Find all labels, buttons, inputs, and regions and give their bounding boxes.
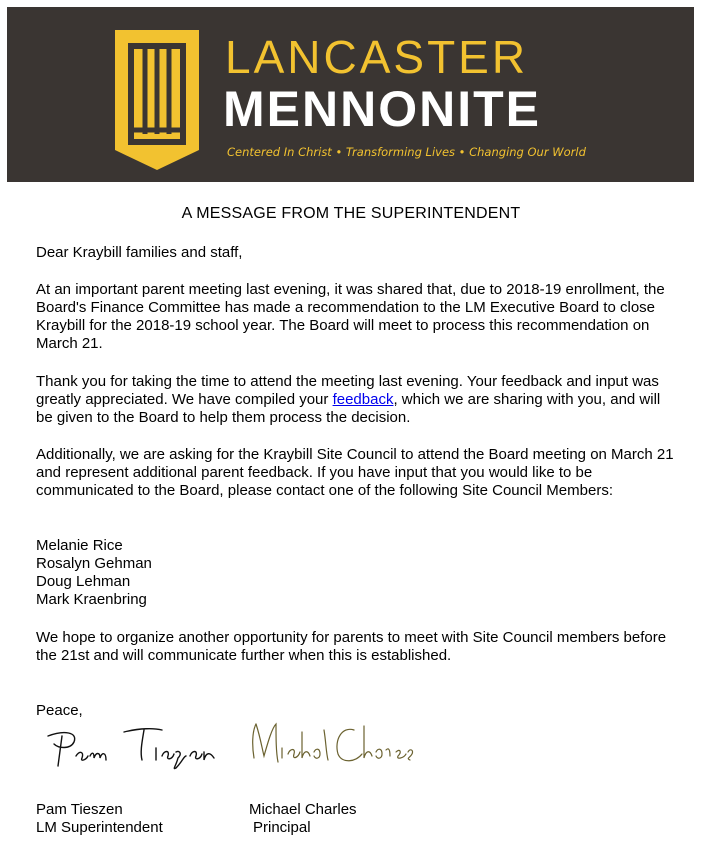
council-member: Mark Kraenbring [36, 591, 147, 608]
message-heading: A MESSAGE FROM THE SUPERINTENDENT [181, 205, 521, 222]
greeting: Dear Kraybill families and staff, [36, 244, 243, 261]
signer-name-principal: Michael Charles [249, 801, 357, 818]
council-member: Rosalyn Gehman [36, 555, 152, 572]
council-member-list [36, 537, 676, 609]
brand-name-line1: LANCASTER [225, 31, 529, 83]
paragraph-announcement: At an important parent meeting last evening, it was shared that, due to 2018-19 enrollment, the Board's Finance Committee has made a recommendation to the LM Executive Board to close Kraybill for the 2018-19 school year. The Board will meet to process this recommendation on March 21. [36, 281, 665, 352]
header-banner [7, 7, 694, 182]
brand-name-line2: MENNONITE [223, 81, 541, 137]
feedback-link[interactable]: feedback [332, 391, 394, 408]
paragraph-feedback-before: Thank you for taking the time to attend the meeting last evening. Your feedback and input was greatly appreciated. We have compiled your [36, 373, 659, 408]
paragraph-feedback [36, 373, 676, 427]
signature-pam-tieszen [44, 722, 224, 772]
council-member: Doug Lehman [36, 573, 131, 590]
paragraph-next-steps: We hope to organize another opportunity for parents to meet with Site Council members before the 21st and will communicate further when this is established. [36, 629, 667, 664]
signer-name-superintendent: Pam Tieszen [36, 801, 123, 818]
council-member: Melanie Rice [36, 537, 123, 554]
signature-michael-charles [246, 718, 418, 776]
signer-title-principal: Principal [253, 819, 311, 836]
lancaster-mennonite-logo-icon [115, 30, 199, 170]
paragraph-feedback-after: , which we are sharing with you, and will be given to the Board to help them process the decision. [36, 391, 661, 426]
paragraph-site-council: Additionally, we are asking for the Kraybill Site Council to attend the Board meeting on March 21 and represent additional parent feedback. If you have input that you would like to be communicated to the Board, please contact one of the following Site Council Members: [36, 446, 674, 499]
brand-tagline: Centered In Christ • Transforming Lives • Changing Our World [227, 145, 586, 159]
closing: Peace, [36, 702, 83, 719]
signer-title-superintendent: LM Superintendent [36, 819, 163, 836]
